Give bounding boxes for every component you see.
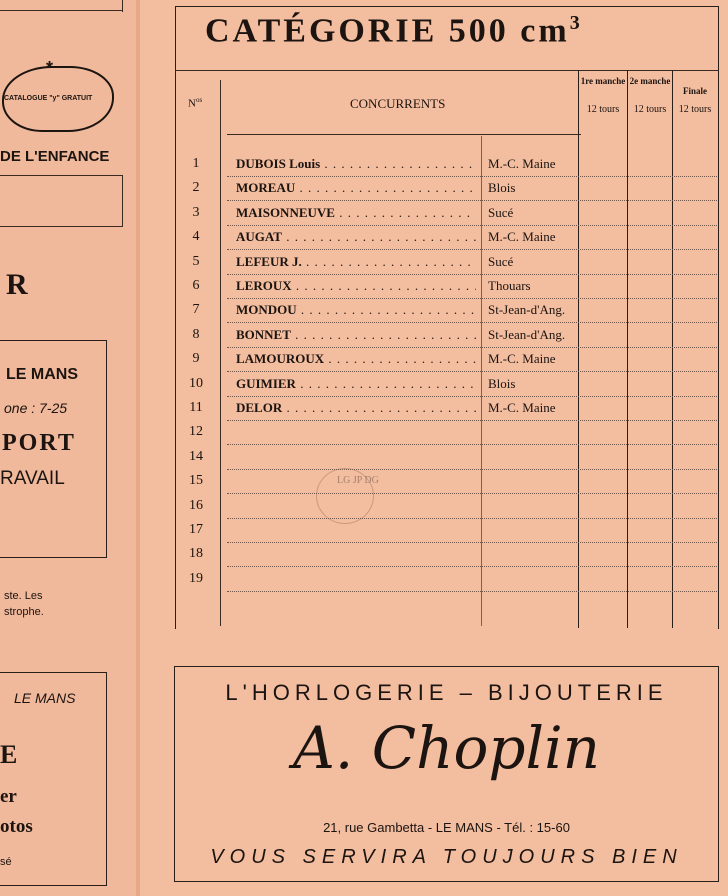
star-icon: * [46,58,54,78]
divider [0,175,122,176]
row-number: 16 [189,498,203,513]
row-number: 5 [192,254,200,269]
page-fold [136,0,140,896]
note-line-2: strophe. [4,606,44,618]
header-manche-1: 1re manche [580,76,626,86]
advert-heading: L'HORLOGERIE – BIJOUTERIE [225,680,668,705]
competitor-club: St-Jean-d'Ang. [488,327,566,342]
row-number: 15 [189,473,203,488]
header-concurrents: CONCURRENTS [350,96,446,111]
competitor-name: LAMOUROUX . . . [236,351,476,367]
row-number: 8 [192,327,200,342]
row-rule [227,371,717,373]
row-rule [227,591,717,593]
le-mans-text: LE MANS [6,366,78,383]
page-title [205,12,583,50]
competitor-name: LEFEUR J. . . . [236,254,476,270]
competitor-name: LEROUX . . . [236,278,476,294]
column-divider [578,70,579,628]
phone-text: one : 7-25 [4,400,68,416]
row-number: 2 [192,180,200,195]
divider [0,10,122,11]
row-number: 19 [189,571,203,586]
title-superscript: 3 [569,12,583,34]
travail-text: RAVAIL [0,468,65,489]
header-finale: Finale [683,86,707,96]
badge-text: CATALOGUE "y" GRATUIT [4,95,93,102]
competitor-club: Sucé [488,254,514,269]
row-rule [227,322,717,324]
header-manche-1-tours: 12 tours [586,104,620,115]
row-rule [227,298,717,300]
row-number: 10 [189,376,203,391]
header-finale-tours: 12 tours [678,104,712,115]
ad2-otos: otos [0,816,33,837]
competitor-name: DELOR . . . [236,400,476,416]
competitor-name: GUIMIER . . . [236,376,476,392]
row-number: 6 [192,278,200,293]
header-top-line [175,70,719,71]
row-rule [227,225,717,227]
row-rule [227,493,717,495]
row-rule [227,469,717,471]
competitor-name: MONDOU . . . [236,302,476,318]
competitor-name: MOREAU . . . [236,180,476,196]
competitor-club: Thouars [488,278,531,293]
header-bottom-line [227,134,581,135]
column-divider [627,70,628,628]
competitor-name: MAISONNEUVE . . . [236,205,476,221]
column-divider [220,80,221,626]
row-number: 7 [192,302,200,317]
row-rule [227,420,717,422]
ad2-city: LE MANS [14,690,76,706]
competitor-name: DUBOIS Louis . . . [236,156,476,172]
header-manche-2: 2e manche [629,76,671,86]
row-rule [227,566,717,568]
enfance-text: DE L'ENFANCE [0,148,110,165]
header-manche-2-tours: 12 tours [633,104,667,115]
row-rule [227,396,717,398]
competitor-club: M.-C. Maine [488,229,556,244]
row-rule [227,200,717,202]
advert-slogan: VOUS SERVIRA TOUJOURS BIEN [210,846,683,868]
row-rule [227,518,717,520]
note-line-1: ste. Les [4,590,43,602]
competitor-club: Blois [488,180,516,195]
row-number: 17 [189,522,203,537]
divider [122,175,123,227]
row-number: 12 [189,424,203,439]
ad2-letter: E [0,740,18,769]
row-rule [227,249,717,251]
competitor-club: M.-C. Maine [488,351,556,366]
watermark-stamp [316,468,379,524]
competitor-club: M.-C. Maine [488,156,556,171]
row-number: 4 [192,229,200,244]
stamp-text: LG JP DG [337,475,379,486]
ad2-er: er [0,786,17,807]
header-nos: $N^{os}$ [188,96,203,110]
row-number: 9 [192,351,200,366]
divider [0,226,122,227]
row-number: 1 [192,156,200,171]
advert-address: 21, rue Gambetta - LE MANS - Tél. : 15-60 [323,820,570,835]
column-divider [481,136,482,626]
row-rule [227,347,717,349]
ad2-se: sé [0,856,12,868]
row-number: 3 [192,205,200,220]
row-number: 18 [189,546,203,561]
title-text: CATÉGORIE 500 cm [205,12,570,50]
column-divider [672,70,673,628]
row-number: 14 [189,449,203,464]
row-number: 11 [189,400,203,415]
sport-text: PORT [2,430,76,456]
competitor-name: BONNET . . . [236,327,476,343]
competitor-club: St-Jean-d'Ang. [488,302,566,317]
competitor-club: Sucé [488,205,514,220]
competitor-name: AUGAT . . . [236,229,476,245]
divider [122,0,123,12]
competitor-club: Blois [488,376,516,391]
row-rule [227,274,717,276]
letter-r: R [6,268,28,301]
competitor-club: M.-C. Maine [488,400,556,415]
row-rule [227,542,717,544]
advert-name: A. Choplin [293,714,600,782]
row-rule [227,176,717,178]
row-rule [227,444,717,446]
